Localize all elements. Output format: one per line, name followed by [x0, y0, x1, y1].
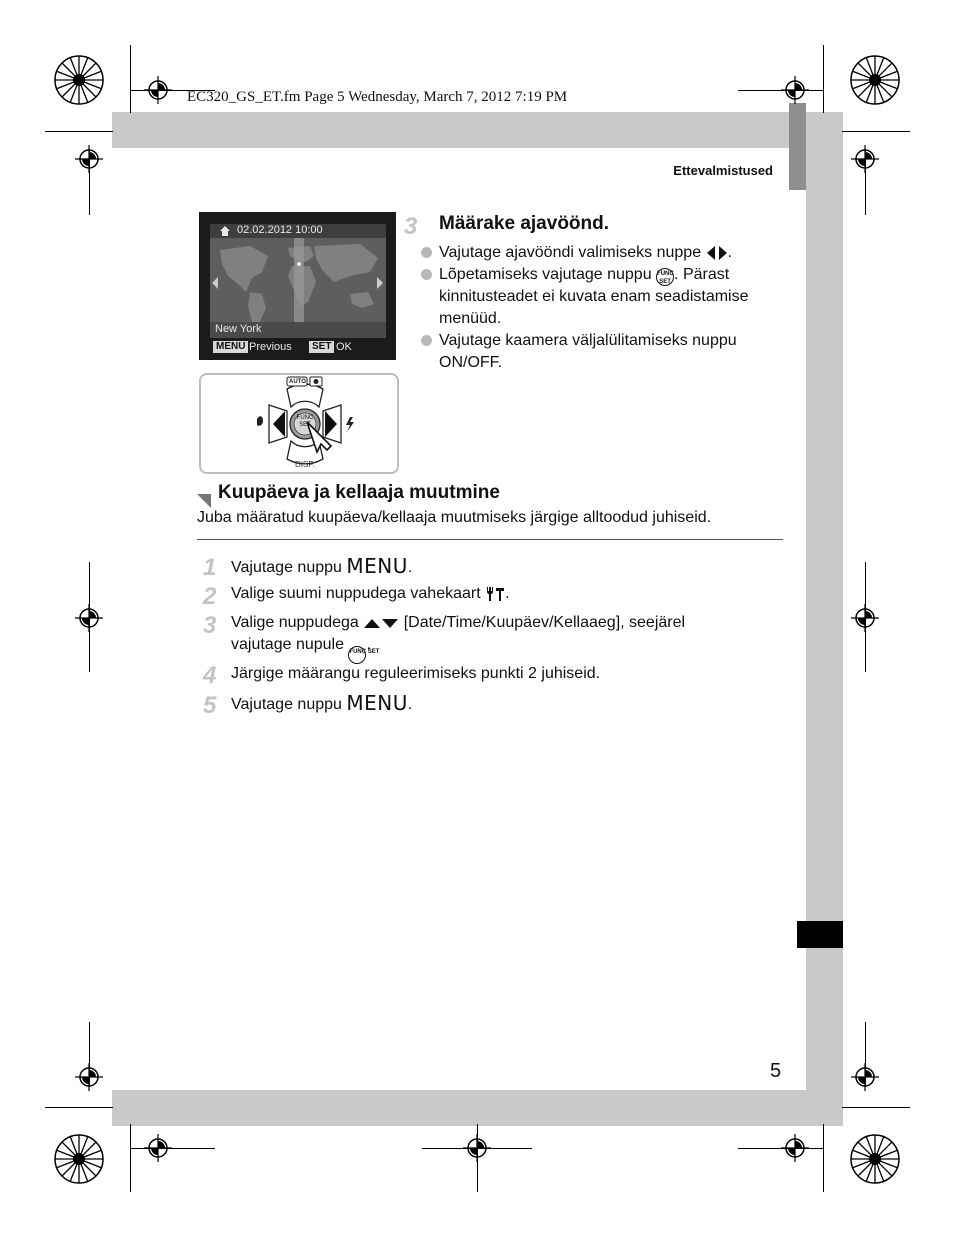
step-number: 3: [404, 213, 418, 240]
section-title: Kuupäeva ja kellaaja muutmine: [218, 482, 500, 503]
arrow-left-icon: [211, 276, 219, 290]
step-number: 5: [203, 692, 217, 719]
lcd-ok-label: OK: [336, 341, 352, 353]
step-5-text: Vajutage nuppu MENU.: [231, 691, 413, 715]
chapter-tab: [797, 921, 843, 948]
func-set-button-icon: FUNC SET: [656, 268, 674, 286]
step-3-text-line2: vajutage nupule FUNC SET.: [231, 634, 371, 664]
world-map-icon: [210, 236, 386, 332]
registration-mark-icon: [851, 1063, 879, 1091]
crop-line: [823, 45, 824, 113]
registration-mark-icon: [463, 1134, 491, 1162]
registration-mark-icon: [781, 76, 809, 104]
home-icon: [219, 225, 231, 237]
step-3-text: Valige nuppudega [Date/Time/Kuupäev/Kellaaeg], seejärel: [231, 614, 686, 631]
step3-bullet-2: Lõpetamiseks vajutage nuppu FUNC SET . Pärast kinnitusteadet ei kuvata enam seadistamise menüüd.: [439, 266, 749, 327]
section-divider: [197, 539, 783, 540]
registration-mark-icon: [75, 604, 103, 632]
step3-bullet-3: Vajutage kaamera väljalülitamiseks nuppu ON/OFF.: [439, 332, 737, 371]
crop-line: [130, 1148, 215, 1149]
registration-mark-icon: [144, 76, 172, 104]
crop-line: [823, 1124, 824, 1192]
crop-line: [45, 1107, 113, 1108]
lcd-datetime: 02.02.2012 10:00: [237, 224, 323, 236]
disp-label: DISP.: [295, 460, 315, 469]
step3-title: Määrake ajavöönd.: [439, 213, 610, 234]
crop-line: [45, 131, 113, 132]
control-pad-illustration: [199, 373, 399, 474]
camera-screen: [199, 212, 396, 360]
registration-mark-icon: [75, 1063, 103, 1091]
lcd-menu-chip: MENU: [213, 341, 248, 353]
file-header: EC320_GS_ET.fm Page 5 Wednesday, March 7, 2012 7:19 PM: [187, 89, 568, 105]
page-number: 5: [770, 1060, 782, 1082]
starburst-mark-icon: [849, 1133, 901, 1185]
bullet-dot: [421, 335, 432, 346]
arrow-right-icon: [376, 276, 384, 290]
top-gray-band: [112, 112, 806, 148]
right-dark-strip: [789, 103, 806, 190]
step-4-text: Järgige määrangu reguleerimiseks punkti 2 juhiseid.: [231, 665, 601, 682]
crop-line: [130, 45, 131, 113]
menu-button-label: MENU: [346, 691, 408, 715]
up-down-arrows-icon: [363, 617, 399, 629]
starburst-mark-icon: [53, 54, 105, 106]
bullet-dot: [421, 247, 432, 258]
section-label: Ettevalmistused: [673, 163, 773, 178]
bottom-gray-band: [112, 1090, 806, 1126]
corner-triangle-icon: [197, 494, 211, 508]
crop-line: [842, 1107, 910, 1108]
crop-line: [842, 131, 910, 132]
lcd-city: New York: [215, 323, 262, 335]
crop-line: [130, 1124, 131, 1192]
starburst-mark-icon: [849, 54, 901, 106]
step-2-text: Valige suumi nuppudega vahekaart .: [231, 585, 510, 602]
step-number: 4: [203, 662, 217, 689]
step-1-text: Vajutage nuppu MENU.: [231, 554, 413, 578]
step-number: 1: [203, 554, 217, 581]
registration-mark-icon: [851, 145, 879, 173]
registration-mark-icon: [851, 604, 879, 632]
registration-mark-icon: [781, 1134, 809, 1162]
step-number: 2: [203, 583, 217, 610]
starburst-mark-icon: [53, 1133, 105, 1185]
lcd-previous-label: Previous: [249, 341, 292, 353]
lcd-set-chip: SET: [309, 341, 334, 353]
auto-label: AUTO: [289, 379, 306, 385]
world-map: [210, 236, 386, 332]
step3-bullet-1: Vajutage ajavööndi valimiseks nuppe .: [439, 244, 732, 261]
step-number: 3: [203, 612, 217, 639]
func-set-center-label: FUNC SET: [296, 415, 314, 428]
func-set-button-icon: FUNC SET: [348, 646, 366, 664]
registration-mark-icon: [75, 145, 103, 173]
menu-button-label: MENU: [346, 554, 408, 578]
bullet-dot: [421, 269, 432, 280]
section-intro: Juba määratud kuupäeva/kellaaja muutmiseks järgige alltoodud juhiseid.: [197, 509, 712, 526]
left-right-arrows-icon: [706, 246, 728, 260]
registration-mark-icon: [144, 1134, 172, 1162]
settings-tab-icon: [485, 586, 505, 602]
right-gray-band: [806, 112, 843, 1126]
